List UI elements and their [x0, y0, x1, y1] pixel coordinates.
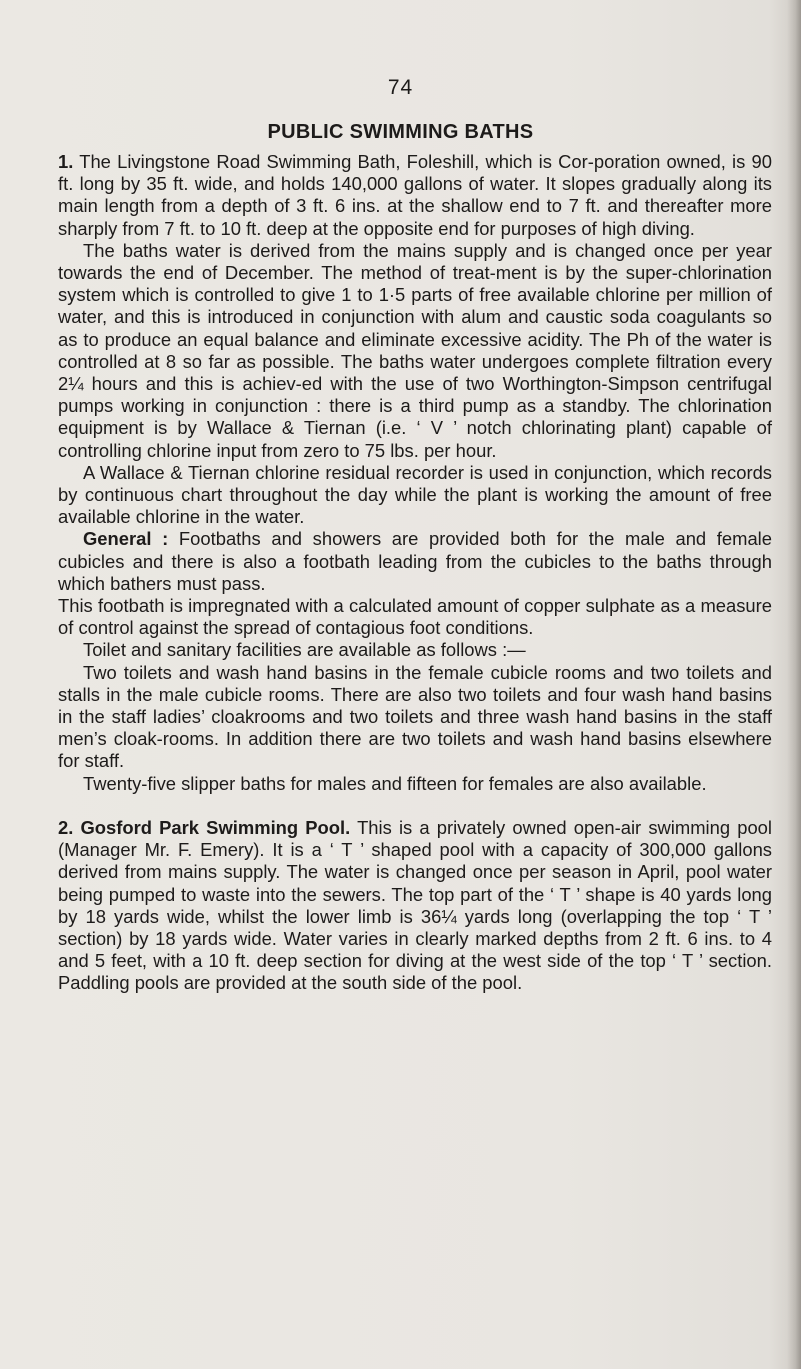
section-1-paragraph-5: This footbath is impregnated with a calculated amount of copper sulphate as a measure of control against the spread of contagious foot conditions. — [58, 595, 772, 639]
section-2-number: 2. — [58, 816, 74, 838]
document-body — [58, 151, 772, 995]
section-1-paragraph-7: Two toilets and wash hand basins in the female cubicle rooms and two toilets and stalls in the male cubicle rooms. There are also two toilets and four wash hand basins in the staff ladies’ cloakrooms and two toilets and three wash hand basins in the staff men’s cloak-rooms. In addition there are two toilets and wash hand basins elsewhere for staff. — [58, 661, 772, 772]
section-1-paragraph-8: Twenty-five slipper baths for males and fifteen for females are also available. — [83, 772, 707, 794]
section-1-paragraph-4 — [58, 528, 772, 595]
section-1-text-4: Footbaths and showers are provided both for the male and female cubicles and there is also a footbath leading from the cubicles to the baths through which bathers must pass. — [58, 528, 772, 594]
section-1-paragraph-6: Toilet and sanitary facilities are available as follows :— — [83, 639, 526, 661]
section-1-paragraph-2: The baths water is derived from the mains supply and is changed once per year towards the end of December. The method of treat-ment is by the super-chlorination system which is controlled to give 1 to 1·5 parts of free available chlorine per million of water, and this is introduced in conjunction with alum and caustic soda coagulants so as to produce an equal balance and eliminate excessive acidity. The Ph of the water is controlled at 8 so far as possible. The baths water undergoes complete filtration every 2¼ hours and this is achiev-ed with the use of two Worthington-Simpson centrifugal pumps working in conjunction : there is a third pump as a standby. The chlorination equipment is by Wallace & Tiernan (i.e. ‘ V ’ notch chlorinating plant) capable of controlling chlorine input from zero to 75 lbs. per hour. — [58, 239, 772, 461]
section-1-paragraph-1 — [58, 151, 772, 240]
page-edge-shadow — [787, 0, 801, 1369]
general-label: General : — [83, 528, 169, 550]
section-1-paragraph-3: A Wallace & Tiernan chlorine residual recorder is used in conjunction, which records by continuous chart throughout the day while the plant is working the amount of free available chlorine in the water. — [58, 461, 772, 528]
section-2-paragraph-1 — [58, 817, 772, 995]
section-1-number: 1. — [58, 151, 74, 172]
section-2-heading: Gosford Park Swimming Pool. — [80, 816, 351, 838]
page-title: PUBLIC SWIMMING BATHS — [267, 121, 534, 143]
section-1-text-1: The Livingstone Road Swimming Bath, Foleshill, which is Cor-poration owned, is 90 ft. long by 35 ft. wide, and holds 140,000 gallons of water. It slopes gradually along its main length from a depth of 3 ft. 6 ins. at the shallow end to 7 ft. and thereafter more sharply from 7 ft. to 10 ft. deep at the opposite end for purposes of high diving. — [58, 151, 772, 239]
section-2-text-1: This is a privately owned open-air swimming pool (Manager Mr. F. Emery). It is a ‘ T ’ shaped pool with a capacity of 300,000 gallons derived from mains supply. The water is changed once per season in April, pool water being pumped to waste into the sewers. The top part of the ‘ T ’ shape is 40 yards long by 18 yards wide, whilst the lower limb is 36¼ yards long (overlapping the top ‘ T ’ section) by 18 yards wide. Water varies in clearly marked depths from 2 ft. 6 ins. to 4 and 5 feet, with a 10 ft. deep section for diving at the west side of the top ‘ T ’ section. Paddling pools are provided at the south side of the pool. — [58, 816, 772, 994]
page-number: 74 — [387, 76, 414, 99]
